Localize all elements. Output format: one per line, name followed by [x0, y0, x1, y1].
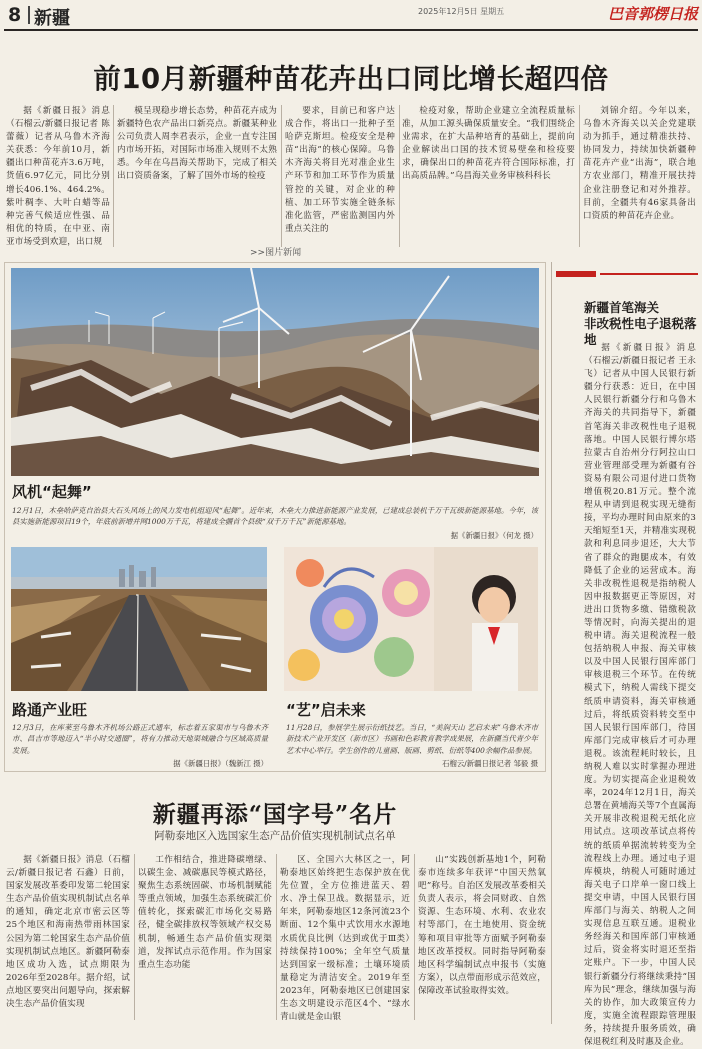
highway-photo — [11, 547, 267, 691]
left-photo-title: 路通产业旺 — [12, 701, 88, 719]
bottom-story-col-1: 据《新疆日报》消息（石榴云/新疆日报记者 石鑫）日前，国家发展改革委印发第二轮国家生态产品价值实现机制试点名单的通知，确定北京市密云区等25个地区和海南热带雨林国家公园为第二轮国家生态产品价值实现机制试点地区。新疆阿勒泰地区成功入选，试点期限为2026年至2028年。据介绍，试点地区要突出问题导向，探索解决生态产品价值实现 — [6, 855, 130, 1010]
top-story-col-3: 要求，目前已和客户达成合作，将出口一批种子至哈萨克斯坦。检疫安全是种苗“出海”的核心保障。乌鲁木齐海关将目光对准企业生产环节和加工环节作为质量管控的关键，对企业的种植、加工环节实施全链条标准化监管，严密监测国内外重点关注的 — [285, 106, 395, 234]
top-story-col-4: 检疫对象，帮助企业建立全流程质量标准，从加工源头确保质量安全。“我们围绕企业需求，在扩大品种培育的基础上，提前向企业解读出口国的技术贸易壁垒和检疫要求，确保出口的种苗花卉符合国际标准，打出高质品牌。”乌昌海关业务审核科科长 — [402, 106, 575, 182]
wind-turbines-photo — [11, 268, 539, 476]
right-photo-title: “艺”启未来 — [286, 701, 366, 719]
issue-date: 2025年12月5日 星期五 — [418, 7, 505, 16]
column-divider — [276, 854, 277, 1020]
quilling-art-photo — [284, 547, 538, 691]
main-photo-caption: 12月1日，木垒哈萨克自治县大石头风场上的风力发电机组迎风“起舞”。近年来，木垒大力推进新能源产业发展，已建成总装机千万千瓦级新能源基地。今年，该县实施新能源项目19个，年底前新增并网1000万千瓦，将建成全疆首个县级“双千万千瓦”新能源基地。 — [12, 506, 538, 527]
right-photo-credit: 石榴云/新疆日报记者 邹毅 摄 — [442, 759, 538, 768]
left-photo-caption: 12月3日，在库莱至乌鲁木齐机场公路正式通车，标志着五家渠市与乌鲁木齐市、昌吉市等地迈入“半小时交通圈”，将有力推动天地渠城融合与区域高质量发展。 — [12, 723, 268, 755]
photo-news-tag: >>图片新闻 — [250, 248, 302, 258]
column-divider — [134, 854, 135, 1020]
top-story-col-5: 刘锦介绍。今年以来，乌鲁木齐海关以关企党建联动为抓手，通过精准扶持、协同发力，持续加快新疆种苗花卉产业“出海”，联合地方农业部门，精准开展扶持企业注册登记和对外推荐。目前，全疆共有46家具备出口资质的种苗花卉企业。 — [583, 106, 696, 221]
sidebar-divider — [551, 262, 552, 1024]
bottom-headline: 新疆再添“国字号”名片 — [152, 801, 398, 828]
page-number: 8 — [8, 4, 22, 26]
main-headline: 前10月新疆种苗花卉出口同比增长超四倍 — [93, 63, 609, 95]
newspaper-name: 巴音郭楞日报 — [608, 5, 699, 23]
sidebar-title: 新疆首笔海关 非改税性电子退税落地 — [584, 300, 697, 347]
bottom-story-col-3: 区、全国六大林区之一，阿勒泰地区始终把生态保护放在优先位置，全方位推进蓝天、碧水、净土保卫战。数据显示，近年来，阿勒泰地区12条河流23个断面、12个集中式饮用水水源地水质优良比例（达到或优于Ⅲ类）持续保持100%；全年空气质量达到国家一级标准；土壤环境质量稳定为清洁安全。2019年至2023年，阿勒泰地区已创建国家生态文明建设示范区4个、“绿水青山就是金山银 — [280, 855, 410, 1023]
sidebar-story-body: 据《新疆日报》消息（石榴云/新疆日报记者 王永飞）记者从中国人民银行新疆分行获悉：近日，在中国人民银行新疆分行和乌鲁木齐海关的共同指导下，新疆首笔海关非改税性电子退税落地。中国人民银行博尔塔拉蒙古自治州分行阿拉山口营业管理部受理为新疆有谷资易有限公司退付进口货物增值税20.81万元。整个流程从申请到退税实现无缝衔接，平均办理时间由原来的3天缩短至1天，并精准实现税款和利息同步退还，大大节省了群众的跑腿成本，有效降低了企业的运营成本。海关非改税性退税是指纳税人因申报数据更正等原因，对进出口货物多缴、错缴税款等情况时，向海关提出的退税申请。海关退税流程一般包括纳税人申报、海关审核以及中国人民银行国库部门审核退税三个环节。在传统模式下，纳税人需线下提交纸质申请资料，海关审核通过后，将纸质资料转交至中国人民银行国库部门，待国库部门完成审核后才可办理退税。该流程耗时较长，且纳税人难以实时掌握办理进度。为切实提高企业退税效率，2024年12月1日，海关总署在黄埔海关等7个直属海关开展非改税退税无纸化应用试点。这项改革试点将传统的纸质单据流转转变为全流程线上办理。通过电子退库模块，纳税人可随时通过海关电子口岸单一窗口线上提交申请，中国人民银行国库部门与海关、纳税人之间实现信息互联互通。退税业务经海关和国库部门审核通过后，资金将实时退还至指定账户。下一步，中国人民银行新疆分行将继续秉持“国库为民”理念，继续加强与海关的协作，加大政策宣传力度，实施全流程跟踪管理服务，持续提升服务质效，确保退税红利及时惠及企业。 — [584, 343, 696, 1047]
main-photo-title: 风机“起舞” — [12, 483, 92, 501]
column-divider — [113, 105, 114, 247]
top-story-col-2: 模呈现稳步增长态势，种苗花卉成为新疆特色农产品出口新亮点。新疆某种业公司负责人周李君表示，企业一直专注国内市场开拓，对国际市场准入规则不太熟悉。今年在乌昌海关帮助下，完成了相关出口资质备案，了解了国外市场的检疫 — [117, 106, 277, 182]
top-story-col-1: 据《新疆日报》消息（石榴云/新疆日报记者 陈蕾薇）记者从乌鲁木齐海关获悉：今年前10月，新疆出口种苗花卉3.6万吨，货值6.97亿元，同比分别增长406.1%、464.2%。紫叶稠李、大叶白蜡等品种完善气候适应性强、品相优的特质，在中亚、南亚市场受到欢迎，出口规 — [6, 106, 110, 247]
section-title: 新疆 — [34, 8, 70, 29]
main-photo-credit: 据《新疆日报》（何龙 摄） — [450, 531, 538, 540]
bottom-story-col-2: 工作相结合，推进降碳增绿、以碳生金、减碳惠民等模式路径，聚焦生态系统固碳、市场机制赋能等重点领域，加强生态系统碳汇价值转化，探索碳汇市场化交易路径，健全碳排放权等领域产权交易机制，畅通生态产品价值实现渠道，发挥试点示范作用。作为国家重点生态功能 — [138, 855, 272, 970]
sidebar-banner — [556, 269, 698, 279]
column-divider — [414, 854, 415, 1020]
bottom-story-col-4: 山”实践创新基地1个，阿勒泰市连续多年获评“中国天然氧吧”称号。自治区发展改革委相关负责人表示，将会同财政、自然资源、生态环境、水利、农业农村等部门，在土地使用、资金统筹和项目审批等方面赋予阿勒泰地区改革授权。同时指导阿勒泰地区科学编制试点申报书（实施方案），以点带面形成示范效应，保障改革试验取得实效。 — [418, 855, 546, 996]
header-rule — [4, 29, 698, 31]
column-divider — [399, 105, 400, 247]
column-divider — [579, 105, 580, 247]
header-divider — [28, 6, 30, 24]
left-photo-credit: 据《新疆日报》（魏新江 摄） — [173, 759, 268, 768]
right-photo-caption: 11月28日，参展学生展示衍纸技艺。当日，“美润天山 艺启未来”乌鲁木齐市新技术产业开发区（新市区）书画和色彩教育教学成果展，在新疆当代青少年艺术中心举行。学生创作的儿童画、版画、剪纸、衍纸等400余幅作品参展。 — [286, 723, 538, 755]
bottom-subheadline: 阿勒泰地区入选国家生态产品价值实现机制试点名单 — [154, 830, 396, 842]
column-divider — [281, 105, 282, 247]
